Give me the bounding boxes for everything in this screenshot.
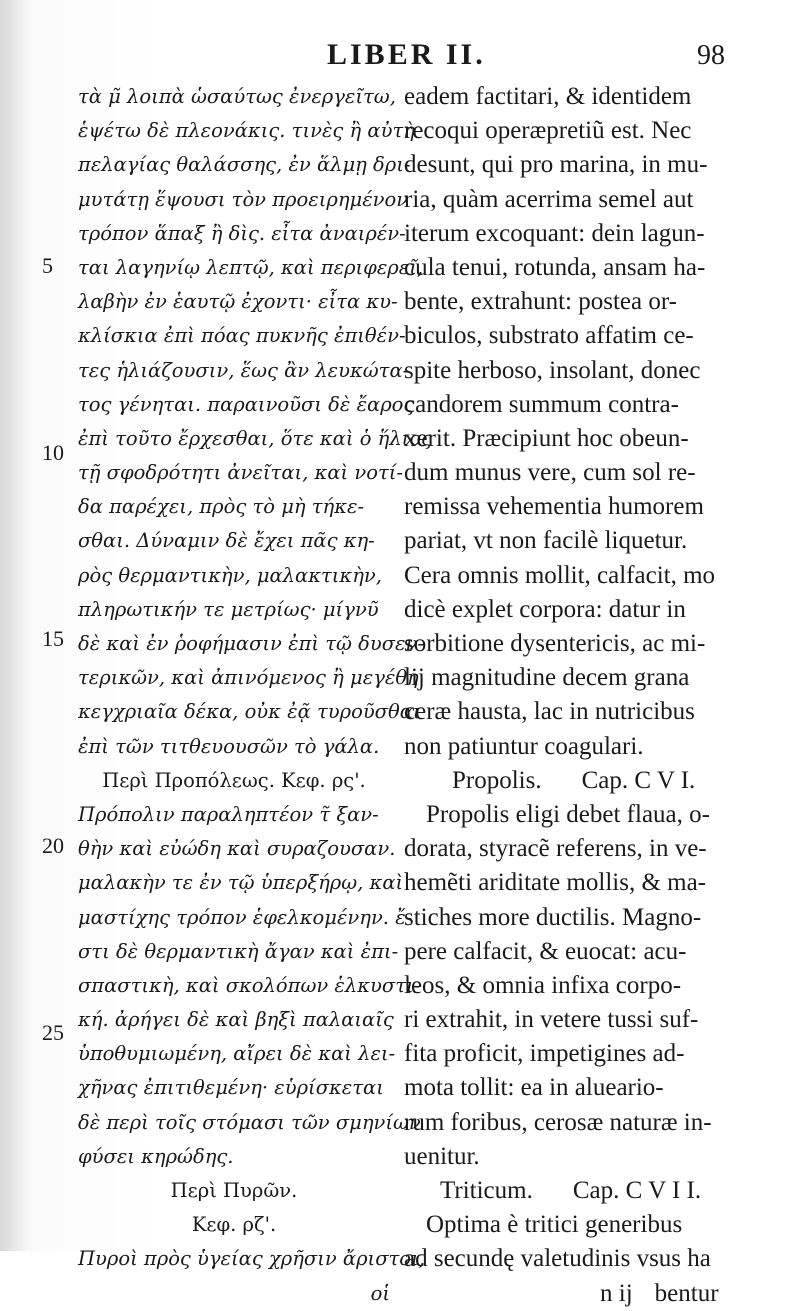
greek-line: σθαι. Δύναμιν δὲ ἔχει πᾶς κη-	[78, 529, 375, 553]
greek-line: ρὸς θερμαντικὴν, μαλακτικὴν,	[78, 563, 382, 587]
latin-line: candorem summum contra-	[404, 390, 679, 418]
latin-line: lij magnitudine decem grana	[404, 664, 690, 692]
greek-line: στι δὲ θερμαντικὴ ἄγαν καὶ ἐπι-	[78, 939, 399, 963]
latin-column	[404, 80, 766, 1311]
greek-line: τερικῶν, καὶ ἀπινόμενος ἢ μεγέθη	[78, 666, 419, 690]
line-number: 25	[42, 1020, 64, 1045]
greek-line: τῇ σφοδρότητι ἀνεῖται, καὶ νοτί-	[78, 461, 403, 485]
line-number: 20	[42, 833, 64, 858]
greek-line: δα παρέχει, πρὸς τὸ μὴ τήκε-	[78, 495, 365, 519]
latin-line: sorbitione dysentericis, ac mi-	[404, 630, 706, 657]
greek-line: κή. ἀρήγει δὲ καὶ βηξὶ παλαιαῖς	[78, 1008, 394, 1032]
latin-line: uenitur.	[404, 1142, 480, 1170]
latin-line: bente, extrahunt: postea or-	[404, 288, 678, 316]
running-head: LIBER II.	[327, 38, 486, 71]
latin-line: cula tenui, rotunda, ansam ha-	[404, 253, 706, 281]
latin-line: pariat, vt non facilè liquetur.	[404, 527, 688, 555]
latin-line: leos, & omnia infixa corpo-	[404, 971, 682, 999]
latin-line: spite herboso, insolant, donec	[404, 356, 701, 384]
greek-line: κλίσκια ἐπὶ πόας πυκνῆς ἐπιθέν-	[78, 324, 406, 348]
latin-line: dicè explet corpora: datur in	[404, 595, 686, 623]
latin-line: remissa vehementia humorem	[404, 493, 704, 521]
greek-chapter-number: Κεφ. ρζ'.	[191, 1213, 277, 1237]
signature-mark: n ij	[600, 1279, 633, 1307]
chapter-title: Triticum.	[440, 1177, 533, 1204]
greek-line: μαλακὴν τε ἐν τῷ ὑπερξήρῳ, καὶ	[78, 871, 404, 895]
latin-line: ceræ hausta, lac in nutricibus	[404, 698, 695, 726]
latin-line: recoqui operæpretiũ est. Nec	[404, 117, 692, 145]
latin-line: rum foribus, cerosæ naturæ in-	[404, 1108, 712, 1136]
greek-line: ὑποθυμιωμένη, αἴρει δὲ καὶ λει-	[78, 1042, 396, 1066]
latin-line: Optima è tritici generibus	[426, 1211, 683, 1239]
page-number: 98	[697, 40, 725, 71]
latin-line: pere calfacit, & euocat: acu-	[404, 937, 687, 965]
latin-line: iterum excoquant: dein lagun-	[404, 219, 705, 247]
greek-chapter-heading: Περὶ Πυρῶν.	[170, 1179, 298, 1202]
greek-line: χῆνας ἐπιτιθεμένη· εὑρίσκεται	[78, 1076, 384, 1100]
greek-line: δὲ περὶ τοῖς στόμασι τῶν σμηνίων	[78, 1110, 421, 1134]
greek-line: ται λαγηνίῳ λεπτῷ, καὶ περιφερεῖ,	[78, 255, 424, 279]
latin-chapter-heading	[404, 1174, 766, 1208]
greek-line: σπαστικὴ, καὶ σκολόπων ἑλκυστι-	[78, 973, 421, 997]
chapter-number: Cap. C V I.	[581, 766, 696, 794]
greek-line: θὴν καὶ εὐώδη καὶ συραζουσαν.	[78, 837, 396, 861]
latin-line: desunt, qui pro marina, in mu-	[404, 151, 708, 179]
greek-line: πελαγίας θαλάσσης, ἐν ἅλμῃ δρι-	[78, 153, 411, 177]
latin-line: biculos, substrato affatim ce-	[404, 322, 694, 350]
latin-line: stiches more ductilis. Magno-	[404, 903, 702, 931]
page-gutter-shadow	[0, 0, 28, 1251]
line-number: 10	[42, 440, 64, 465]
latin-line: mota tollit: ea in alueario-	[404, 1074, 664, 1102]
greek-line: πληρωτικήν τε μετρίως· μίγνυ̃	[78, 597, 379, 621]
latin-signature-line	[404, 1277, 766, 1311]
latin-line: non patiuntur coagulari.	[404, 732, 644, 760]
latin-line: dum munus vere, cum sol re-	[404, 459, 696, 487]
latin-line: fita proficit, impetigines ad-	[404, 1040, 685, 1068]
greek-line: τες ἡλιάζουσιν, ἕως ἂν λευκώτα-	[78, 358, 410, 382]
chapter-number: Cap. C V I I.	[572, 1177, 702, 1204]
latin-line: ad secundę valetudinis vsus ha	[404, 1245, 711, 1273]
latin-chapter-heading	[404, 764, 766, 798]
greek-line: Πυροὶ πρὸς ὑγείας χρῆσιν ἄριστοι,	[78, 1247, 425, 1271]
greek-line: Πρόπολιν παραληπτέον τ̃ ξαν-	[78, 802, 379, 826]
greek-catchword: οἱ	[370, 1281, 390, 1305]
greek-line: φύσει κηρώδης.	[78, 1144, 234, 1168]
latin-line: ria, quàm acerrima semel aut	[404, 185, 694, 213]
latin-line: Propolis eligi debet flaua, o-	[426, 800, 710, 828]
greek-line: μυτάτῃ ἕψουσι τὸν προειρημένον	[78, 187, 409, 211]
greek-line: ἑψέτω δὲ πλεονάκις. τινὲς ἢ αὐτὴ	[78, 119, 415, 143]
line-number: 15	[42, 626, 64, 651]
chapter-title: Propolis.	[452, 766, 542, 794]
line-number: 5	[42, 253, 53, 278]
latin-line: xerit. Præcipiunt hoc obeun-	[404, 424, 689, 452]
latin-line: ri extrahit, in vetere tussi suf-	[404, 1006, 699, 1034]
latin-line: dorata, styracẽ referens, in ve-	[404, 835, 707, 863]
greek-line: τος γένηται. παραινοῦσι δὲ ἔαρος	[78, 392, 415, 416]
latin-line: hemẽti ariditate mollis, & ma-	[404, 869, 707, 897]
page-header	[0, 38, 800, 78]
greek-line: κεγχριαῖα δέκα, οὐκ ἐᾷ τυροῦσθαι	[78, 700, 421, 724]
greek-line: τρόπον ἅπαξ ἢ δὶς. εἶτα ἀναιρέν-	[78, 221, 406, 245]
greek-line: ἐπὶ τῶν τιτθευουσῶν τὸ γάλα.	[78, 734, 380, 758]
greek-column	[78, 80, 432, 1311]
catchword: bentur	[654, 1279, 719, 1307]
latin-line: eadem factitari, & identidem	[404, 83, 692, 110]
greek-line: τὰ μ̃ λοιπὰ ὡσαύτως ἐνεργεῖτω,	[78, 85, 396, 108]
greek-line: δὲ καὶ ἐν ῥοφήμασιν ἐπὶ τῷ δυσεν-	[78, 632, 424, 655]
greek-line: ἐπὶ τοῦτο ἔρχεσθαι, ὅτε καὶ ὁ ἥλιος	[78, 426, 432, 450]
latin-line: Cera omnis mollit, calfacit, mo	[404, 561, 716, 589]
greek-line: λαβὴν ἐν ἑαυτῷ ἐχοντι· εἶτα κυ-	[78, 290, 398, 314]
greek-line: μαστίχης τρόπον ἑφελκομένην. ἔ-	[78, 905, 413, 929]
greek-chapter-heading: Περὶ Προπόλεως. Κεφ. ρς'.	[102, 768, 366, 792]
